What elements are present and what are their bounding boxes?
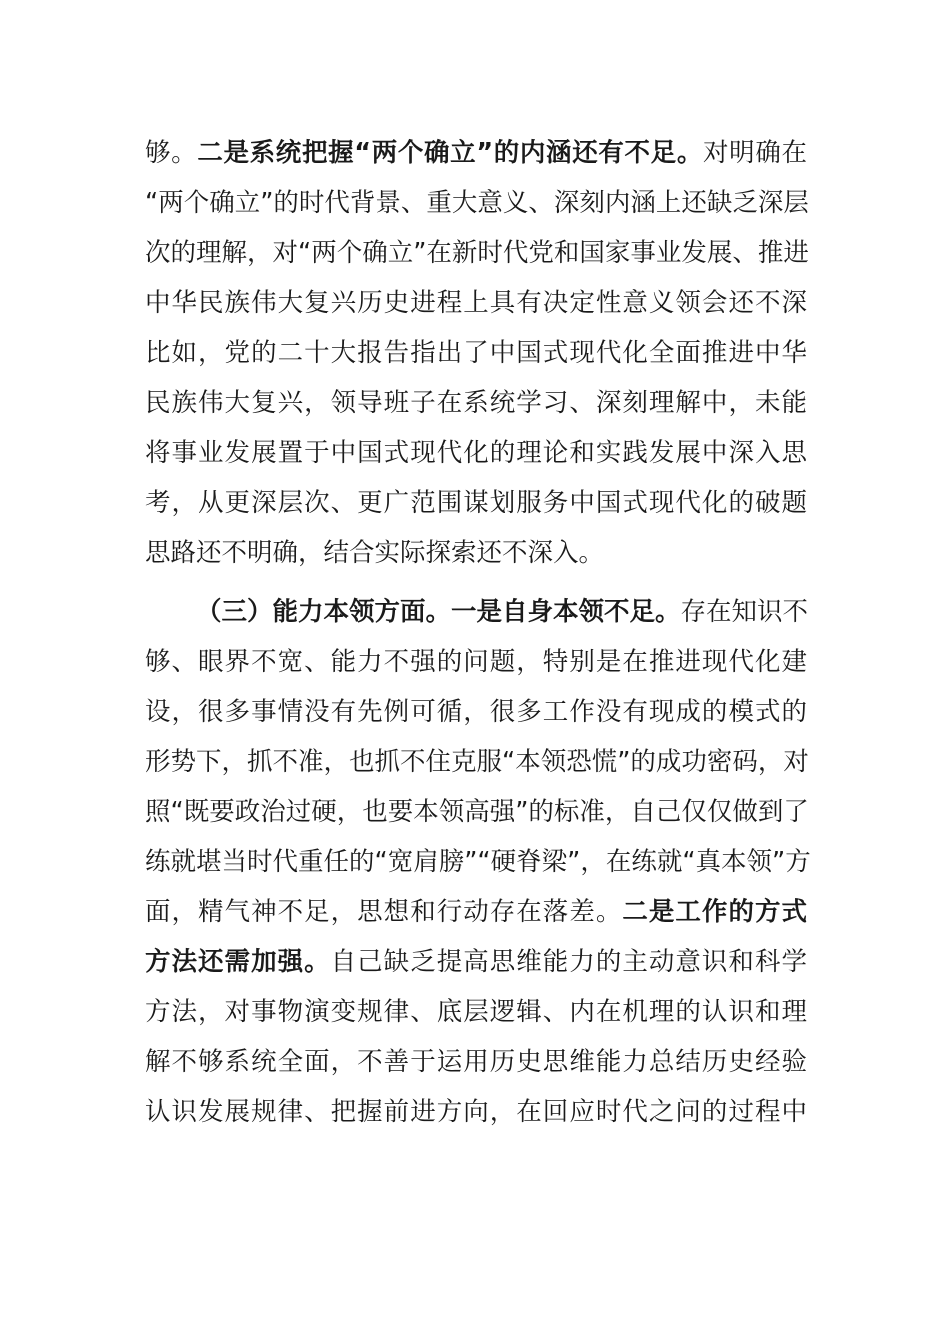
- bold-run: （三）能力本领方面。一是自身本领不足。: [196, 597, 681, 627]
- text-run: 将事业发展置于中国式现代化的理论和实践发展中深入思: [145, 438, 807, 468]
- bold-run: 方法还需加强。: [145, 947, 331, 977]
- text-run: 够。: [145, 138, 198, 168]
- paragraph-1: [145, 128, 807, 578]
- text-line: [145, 737, 807, 787]
- text-run: 思路还不明确，结合实际探索还不深入。: [145, 538, 605, 568]
- text-run: 照“既要政治过硬，也要本领高强”的标准，自己仅仅做到了: [145, 797, 809, 827]
- text-line: [145, 528, 807, 578]
- text-line: [145, 478, 807, 528]
- text-line: [145, 887, 807, 937]
- text-run: 次的理解，对“两个确立”在新时代党和国家事业发展、推进: [145, 238, 809, 268]
- text-line: [145, 1087, 807, 1137]
- text-line: [145, 937, 807, 987]
- text-line: [145, 228, 807, 278]
- text-run: 方法，对事物演变规律、底层逻辑、内在机理的认识和理: [145, 997, 807, 1027]
- bold-run: 二是工作的方式: [622, 897, 807, 927]
- text-run: 民族伟大复兴，领导班子在系统学习、深刻理解中，未能: [145, 388, 807, 418]
- text-line: [145, 428, 807, 478]
- text-run: 解不够系统全面，不善于运用历史思维能力总结历史经验: [145, 1047, 807, 1077]
- text-line: [145, 987, 807, 1037]
- text-run: 设，很多事情没有先例可循，很多工作没有现成的模式的: [145, 697, 807, 727]
- text-run: 自己缺乏提高思维能力的主动意识和科学: [330, 947, 807, 977]
- text-line: [145, 837, 811, 887]
- text-run: 考，从更深层次、更广范围谋划服务中国式现代化的破题: [145, 488, 807, 518]
- text-run: 形势下，抓不准，也抓不住克服“本领恐慌”的成功密码，对: [145, 747, 809, 777]
- text-line: [145, 787, 807, 837]
- text-run: “两个确立”的时代背景、重大意义、深刻内涵上还缺乏深层: [145, 188, 809, 218]
- paragraph-2: [145, 587, 811, 1137]
- text-run: 练就堪当时代重任的“宽肩膀”“硬脊梁”，在练就“真本领”方: [145, 847, 811, 877]
- text-run: 中华民族伟大复兴历史进程上具有决定性意义领会还不深: [145, 288, 807, 318]
- text-line: [145, 328, 807, 378]
- text-line: [145, 687, 807, 737]
- text-line: [145, 378, 807, 428]
- text-run: 面，精气神不足，思想和行动存在落差。: [145, 897, 623, 927]
- text-line: [145, 587, 807, 637]
- text-run: 存在知识不: [680, 597, 809, 627]
- text-run: 对明确在: [703, 138, 807, 168]
- text-line: [145, 128, 807, 178]
- bold-run: 二是系统把握“两个确立”的内涵还有不足。: [197, 138, 703, 168]
- text-line: [145, 637, 807, 687]
- text-line: [145, 278, 807, 328]
- text-run: 够、眼界不宽、能力不强的问题，特别是在推进现代化建: [145, 647, 807, 677]
- text-line: [145, 178, 807, 228]
- text-run: 比如，党的二十大报告指出了中国式现代化全面推进中华: [145, 338, 807, 368]
- text-line: [145, 1037, 807, 1087]
- text-run: 认识发展规律、把握前进方向，在回应时代之问的过程中: [145, 1097, 807, 1127]
